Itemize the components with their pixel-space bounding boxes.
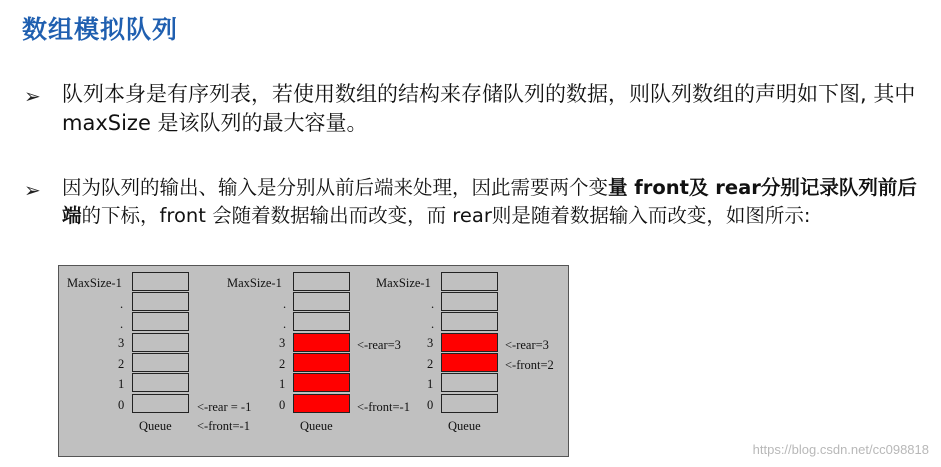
- index-label: 3: [279, 336, 286, 350]
- watermark-url: https://blog.csdn.net/cc098818: [752, 442, 929, 457]
- index-label: 1: [118, 377, 125, 391]
- paragraph2-bold: 量 front及 rear分别记录队列前后端: [62, 176, 917, 227]
- index-label: 0: [118, 398, 125, 412]
- queue-cell: [132, 292, 189, 311]
- queue-cell: [293, 272, 350, 291]
- index-label: 1: [279, 377, 286, 391]
- queue-caption: Queue: [448, 419, 481, 433]
- queue-cell-filled: [441, 353, 498, 372]
- queue-cell-filled: [293, 353, 350, 372]
- queue-cell-filled: [293, 333, 350, 352]
- queue-cell-filled: [441, 333, 498, 352]
- index-label: MaxSize-1: [227, 276, 282, 290]
- index-label: 2: [427, 357, 434, 371]
- rear-pointer-label: <-rear = -1: [197, 400, 252, 414]
- queue-cell: [441, 312, 498, 331]
- index-label: MaxSize-1: [376, 276, 431, 290]
- queue-cell: [441, 373, 498, 392]
- queue-cell: [132, 272, 189, 291]
- index-label: .: [283, 317, 287, 331]
- front-pointer-label: <-front=2: [505, 358, 554, 372]
- paragraph2-text-a: 因为队列的输出、输入是分别从前后端来处理，因此需要两个变: [62, 176, 609, 199]
- queue-cell: [132, 353, 189, 372]
- queue-caption: Queue: [300, 419, 333, 433]
- index-label: MaxSize-1: [67, 276, 122, 290]
- page-title: 数组模拟队列: [22, 15, 179, 44]
- queue-cell: [132, 312, 189, 331]
- rear-pointer-label: <-rear=3: [357, 338, 401, 352]
- index-label: 0: [279, 398, 286, 412]
- index-label: .: [120, 297, 124, 311]
- index-label: .: [431, 297, 435, 311]
- front-pointer-label: <-front=-1: [197, 419, 250, 433]
- paragraph-front-rear: [62, 174, 932, 230]
- paragraph2-text-b: 的下标，front 会随着数据输出而改变，而 rear则是随着数据输入而改变，如图所示:: [81, 204, 811, 227]
- queue-cell: [132, 333, 189, 352]
- index-label: .: [283, 297, 287, 311]
- queue-cell: [132, 373, 189, 392]
- paragraph-queue-definition: 队列本身是有序列表，若使用数组的结构来存储队列的数据，则队列数组的声明如下图, 其中 maxSize 是该队列的最大容量。: [62, 82, 916, 135]
- queue-cell: [132, 394, 189, 413]
- index-label: 2: [118, 357, 125, 371]
- queue-cell: [441, 272, 498, 291]
- index-label: 2: [279, 357, 286, 371]
- queue-cell: [441, 394, 498, 413]
- queue-diagram: [58, 265, 569, 457]
- queue-cell-filled: [293, 394, 350, 413]
- bullet-arrow-icon: ➢: [24, 84, 41, 108]
- front-pointer-label: <-front=-1: [357, 400, 410, 414]
- index-label: .: [120, 317, 124, 331]
- queue-cell: [441, 292, 498, 311]
- index-label: 1: [427, 377, 434, 391]
- queue-cell: [293, 312, 350, 331]
- queue-cell-filled: [293, 373, 350, 392]
- index-label: 0: [427, 398, 434, 412]
- queue-cell: [293, 292, 350, 311]
- index-label: .: [431, 317, 435, 331]
- rear-pointer-label: <-rear=3: [505, 338, 549, 352]
- queue-caption: Queue: [139, 419, 172, 433]
- bullet-arrow-icon: ➢: [24, 178, 41, 202]
- index-label: 3: [427, 336, 434, 350]
- index-label: 3: [118, 336, 125, 350]
